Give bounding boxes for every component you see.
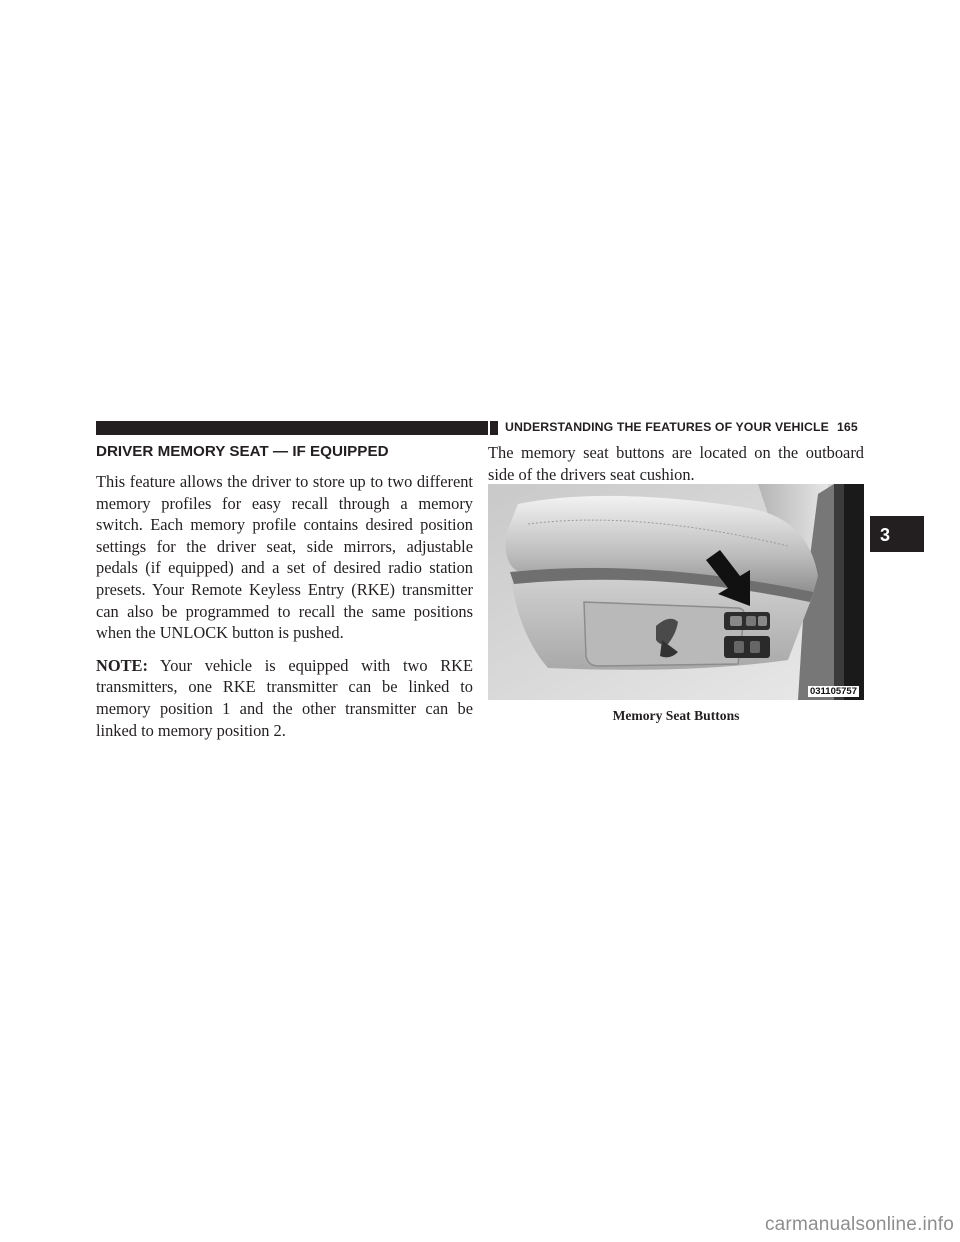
header-rule — [96, 421, 488, 435]
right-column — [488, 442, 864, 485]
note-paragraph — [96, 655, 473, 741]
page-number: 165 — [836, 420, 858, 434]
running-title: UNDERSTANDING THE FEATURES OF YOUR VEHICLE — [505, 420, 829, 434]
memory-seat-figure — [488, 484, 864, 700]
left-column — [96, 471, 473, 741]
location-paragraph: The memory seat buttons are located on the outboard side of the drivers seat cushion. — [488, 443, 864, 484]
header-rule-marker — [490, 421, 498, 435]
note-text: Your vehicle is equipped with two RKE transmitters, one RKE transmitter can be linked to memory position 1 and the other transmitter can be linked to memory position 2. — [96, 655, 473, 740]
figure-caption: Memory Seat Buttons — [612, 708, 740, 723]
intro-paragraph: This feature allows the driver to store up to two different memory profiles for easy recall through a memory switch. Each memory profile contains desired position settings for the driver seat, side mirrors, adjustable pedals (if equipped) and a set of desired radio station presets. Your Remote Keyless Entry (RKE) transmitter can also be programmed to recall the same positions when the UNLOCK button is pushed. — [96, 472, 473, 643]
seat-illustration — [488, 484, 864, 700]
running-header — [505, 418, 858, 436]
figure-code: 031105757 — [809, 686, 857, 697]
note-label: NOTE: — [96, 655, 148, 675]
section-heading: DRIVER MEMORY SEAT — IF EQUIPPED — [96, 443, 389, 460]
chapter-tab: 3 — [870, 516, 924, 552]
watermark: carmanualsonline.info — [764, 1214, 954, 1235]
